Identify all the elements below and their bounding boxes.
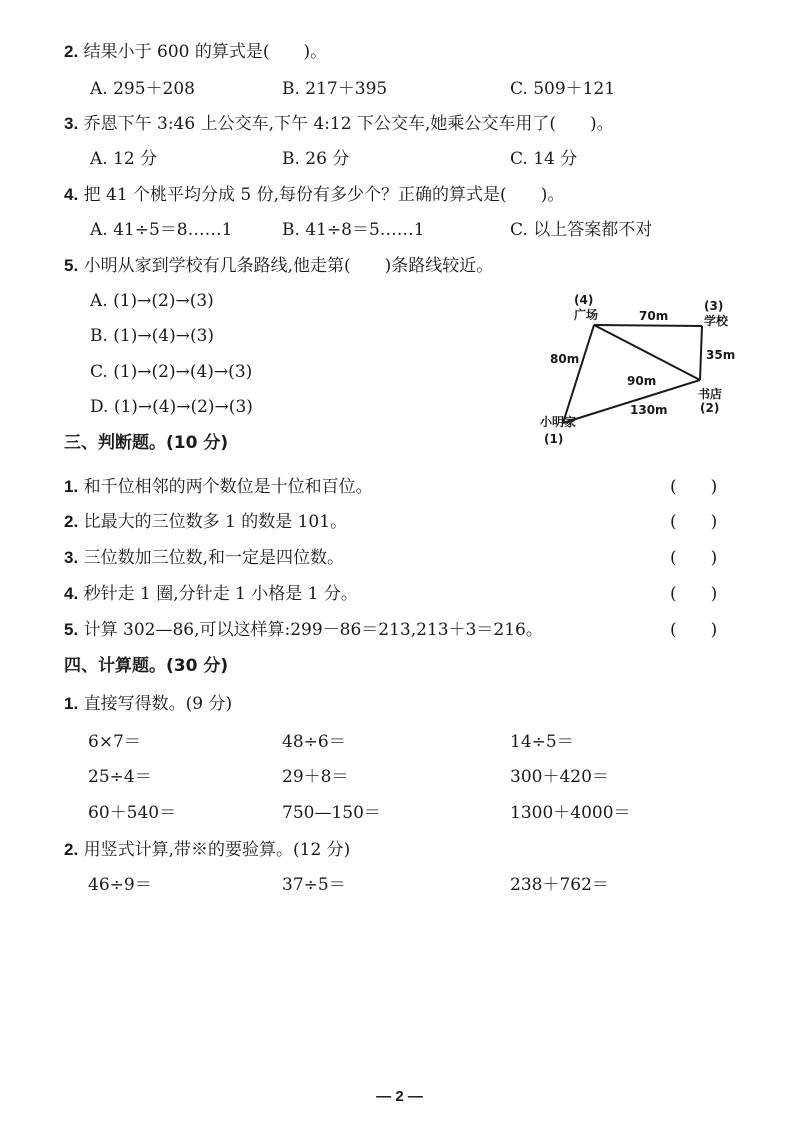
- item-number: 4.: [64, 584, 79, 603]
- calc-item: 25÷4＝: [88, 767, 152, 787]
- question-3: [64, 113, 614, 135]
- option-b: B. 26 分: [282, 149, 350, 169]
- judge-item: [64, 476, 373, 498]
- distance-plaza-school: 70m: [639, 309, 669, 323]
- answer-blank[interactable]: ( ): [670, 512, 718, 532]
- plaza-number: (4): [574, 293, 594, 307]
- calc-item: 48÷6＝: [282, 732, 346, 752]
- calc-question-1: [64, 693, 232, 715]
- option-b: B. 217＋395: [282, 79, 388, 99]
- calc-item: 29＋8＝: [282, 767, 349, 787]
- calc-item: 60＋540＝: [88, 803, 177, 823]
- item-number: 3.: [64, 548, 79, 567]
- judge-item: [64, 583, 358, 605]
- option-c: C. 14 分: [510, 149, 578, 169]
- item-text: 和千位相邻的两个数位是十位和百位。: [83, 477, 373, 497]
- option-a: A. 12 分: [90, 149, 158, 169]
- question-number: 4.: [64, 185, 79, 204]
- question-text: 用竖式计算,带※的要验算。(12 分): [83, 840, 351, 860]
- question-number: 5.: [64, 256, 79, 275]
- option-a: A. 41÷5＝8……1: [90, 220, 233, 240]
- question-2: [64, 41, 327, 63]
- store-label: 书店: [698, 387, 723, 401]
- calc-item: 750—150＝: [282, 803, 381, 823]
- item-number: 1.: [64, 477, 79, 496]
- calc-item: 6×7＝: [88, 732, 141, 752]
- distance-plaza-store: 90m: [627, 374, 657, 388]
- item-text: 秒针走 1 圈,分针走 1 小格是 1 分。: [83, 584, 358, 604]
- judge-item: [64, 619, 543, 641]
- school-label: 学校: [704, 314, 729, 328]
- question-text: 直接写得数。(9 分): [83, 694, 233, 714]
- distance-school-store: 35m: [706, 348, 736, 362]
- home-number: (1): [544, 432, 564, 446]
- judge-item: [64, 511, 347, 533]
- question-text: 乔恩下午 3:46 上公交车,下午 4:12 下公交车,她乘公交车用了( )。: [83, 114, 614, 134]
- calc-item: 46÷9＝: [88, 875, 152, 895]
- question-number: 3.: [64, 114, 79, 133]
- item-number: 5.: [64, 620, 79, 639]
- option-b: B. (1)→(4)→(3): [90, 326, 215, 346]
- route-map: [530, 288, 770, 456]
- option-b: B. 41÷8＝5……1: [282, 220, 425, 240]
- question-5: [64, 255, 493, 277]
- answer-blank[interactable]: ( ): [670, 620, 718, 640]
- home-label: 小明家: [540, 415, 577, 429]
- option-a: A. 295＋208: [90, 79, 195, 99]
- calc-item: 37÷5＝: [282, 875, 346, 895]
- answer-blank[interactable]: ( ): [670, 477, 718, 497]
- plaza-label: 广场: [574, 308, 599, 322]
- calc-item: 300＋420＝: [510, 767, 609, 787]
- section-3-title: 三、判断题。(10 分): [64, 433, 229, 453]
- question-number: 2.: [64, 42, 79, 61]
- item-number: 2.: [64, 512, 79, 531]
- item-text: 比最大的三位数多 1 的数是 101。: [83, 512, 348, 532]
- school-number: (3): [704, 299, 724, 313]
- section-4-title: 四、计算题。(30 分): [64, 656, 229, 676]
- option-a: A. (1)→(2)→(3): [90, 291, 214, 311]
- calc-item: 238＋762＝: [510, 875, 609, 895]
- question-text: 小明从家到学校有几条路线,他走第( )条路线较近。: [83, 256, 494, 276]
- answer-blank[interactable]: ( ): [670, 584, 718, 604]
- store-number: (2): [700, 401, 720, 415]
- question-number: 2.: [64, 840, 79, 859]
- item-text: 三位数加三位数,和一定是四位数。: [83, 548, 344, 568]
- distance-home-store: 130m: [630, 403, 668, 417]
- question-text: 把 41 个桃平均分成 5 份,每份有多少个？正确的算式是( )。: [83, 185, 565, 205]
- option-c: C. (1)→(2)→(4)→(3): [90, 362, 253, 382]
- page-number: — 2 —: [376, 1088, 423, 1105]
- route-plaza-school: [594, 325, 702, 326]
- option-c: C. 以上答案都不对: [510, 220, 653, 240]
- answer-blank[interactable]: ( ): [670, 548, 718, 568]
- question-number: 1.: [64, 694, 79, 713]
- calc-item: 1300＋4000＝: [510, 803, 631, 823]
- judge-item: [64, 547, 344, 569]
- calc-item: 14÷5＝: [510, 732, 574, 752]
- question-text: 结果小于 600 的算式是( )。: [83, 42, 328, 62]
- option-d: D. (1)→(4)→(2)→(3): [90, 397, 253, 417]
- distance-home-plaza: 80m: [550, 352, 580, 366]
- question-4: [64, 184, 564, 206]
- calc-question-2: [64, 839, 350, 861]
- option-c: C. 509＋121: [510, 79, 616, 99]
- item-text: 计算 302—86,可以这样算:299－86＝213,213＋3＝216。: [83, 620, 543, 640]
